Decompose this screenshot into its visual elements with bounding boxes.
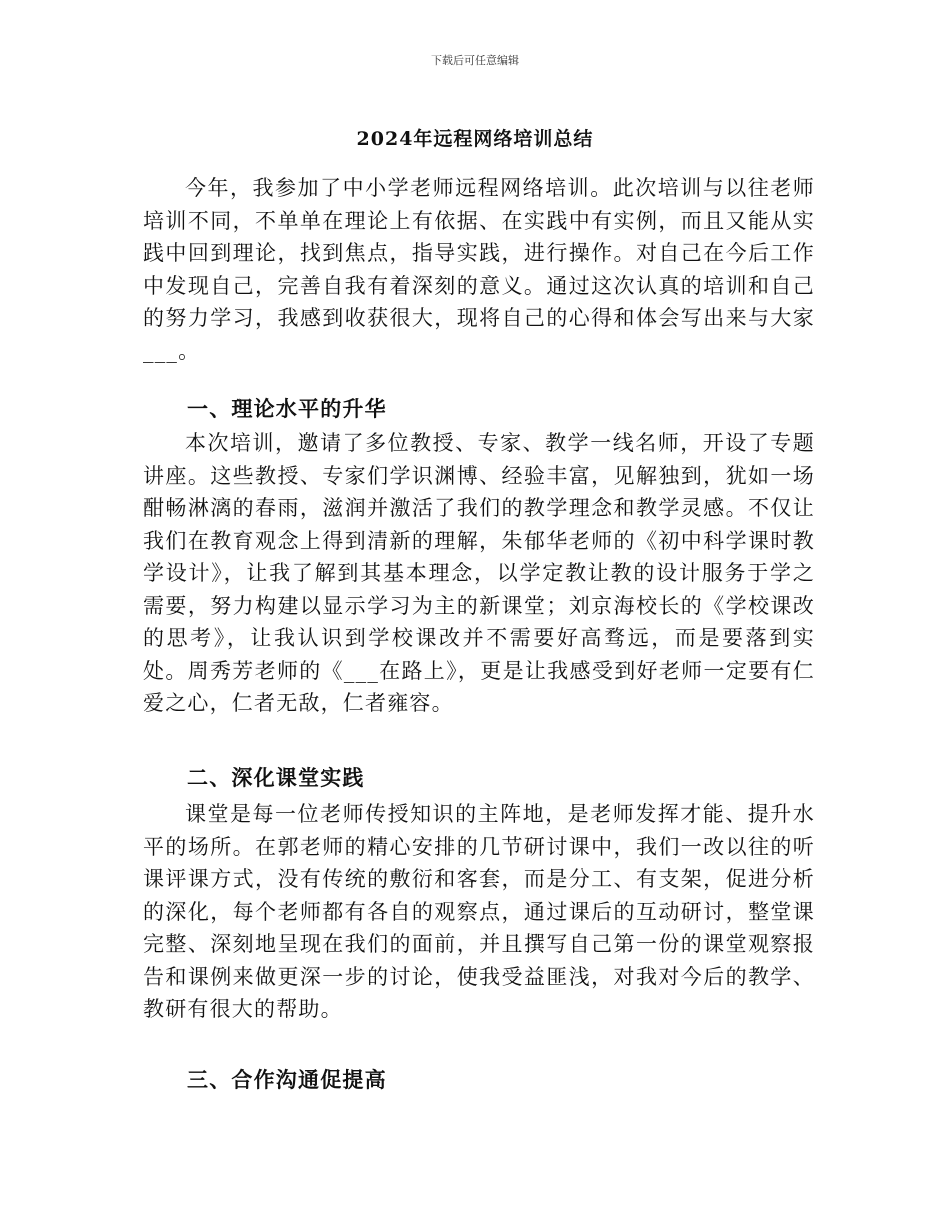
document-title: 2024年远程网络培训总结 xyxy=(356,128,594,150)
section-three xyxy=(143,1064,815,1097)
section-one xyxy=(143,393,815,426)
section-heading-cooperation: 三、合作沟通促提高 xyxy=(187,1067,387,1092)
practice-paragraph: 课堂是每一位老师传授知识的主阵地，是老师发挥才能、提升水平的场所。在郭老师的精心安排的几节研讨课中，我们一改以往的听课评课方式，没有传统的敷衍和客套，而是分工、有支架，促进分析的深化，每个老师都有各自的观察点，通过课后的互动研讨，整堂课完整、深刻地呈现在我们的面前，并且撰写自己第一份的课堂观察报告和课例来做更深一步的讨论，使我受益匪浅，对我对今后的教学、教研有很大的帮助。 xyxy=(143,802,815,1021)
theory-section xyxy=(143,427,815,720)
section-heading-theory: 一、理论水平的升华 xyxy=(187,396,387,421)
section-two xyxy=(143,762,815,795)
intro-paragraph: 今年，我参加了中小学老师远程网络培训。此次培训与以往老师培训不同，不单单在理论上有依据、在实践中有实例，而且又能从实践中回到理论，找到焦点，指导实践，进行操作。对自己在今后工作中发现自己，完善自我有着深刻的意义。通过这次认真的培训和自己的努力学习，我感到收获很大，现将自己的心得和体会写出来与大家___。 xyxy=(143,176,815,363)
page-header-note: 下载后可任意编辑 xyxy=(431,54,519,67)
practice-section xyxy=(143,798,815,1026)
theory-paragraph: 本次培训，邀请了多位教授、专家、教学一线名师，开设了专题讲座。这些教授、专家们学识渊博、经验丰富，见解独到，犹如一场酣畅淋漓的春雨，滋润并激活了我们的教学理念和教学灵感。不仅让我们在教育观念上得到清新的理解，朱郁华老师的《初中科学课时教学设计》，让我了解到其基本理念，以学定教让教的设计服务于学之需要，努力构建以显示学习为主的新课堂；刘京海校长的《学校课改的思考》，让我认识到学校课改并不需要好高骛远，而是要落到实处。周秀芳老师的《___在路上》，更是让我感受到好老师一定要有仁爱之心，仁者无敌，仁者雍容。 xyxy=(143,431,815,715)
section-heading-practice: 二、深化课堂实践 xyxy=(187,765,365,790)
intro-section xyxy=(143,172,815,367)
